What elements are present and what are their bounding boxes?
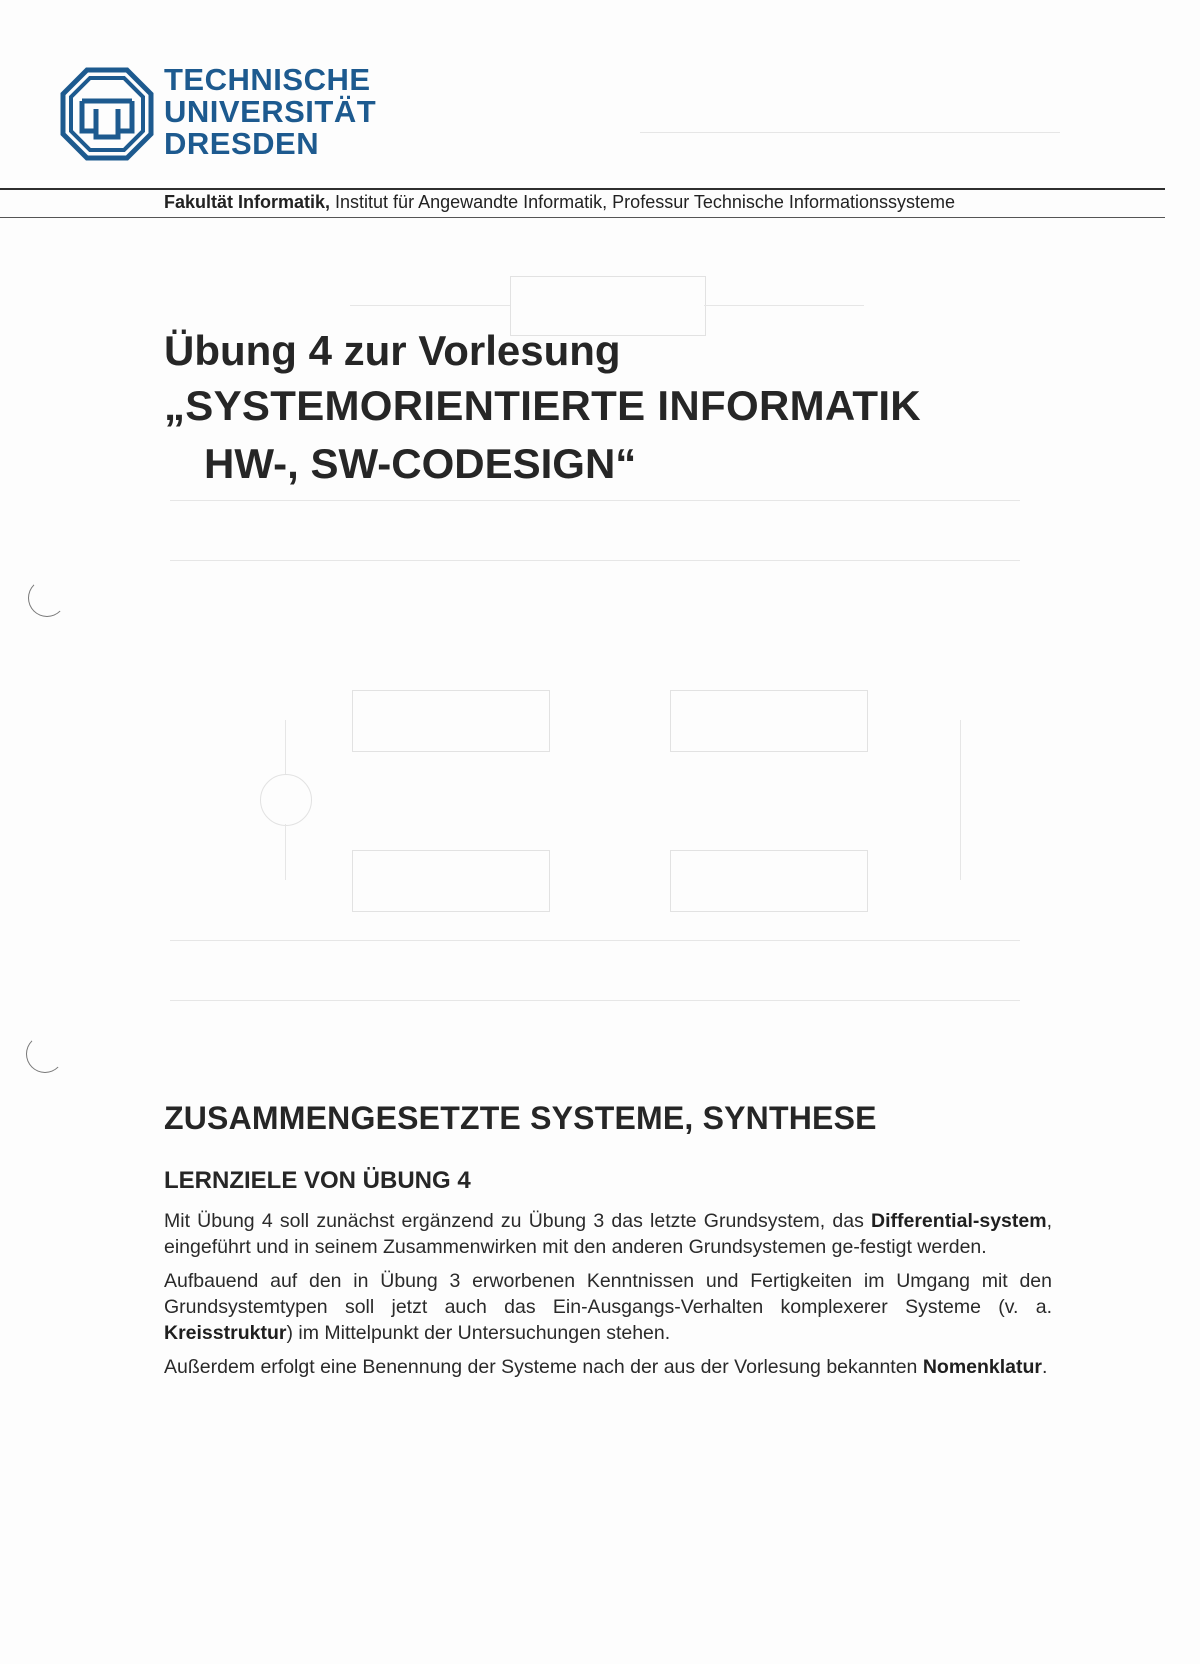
- paragraph-2-text: Aufbauend auf den in Übung 3 erworbenen Kenntnissen und Fertigkeiten im Umgang mit den Grundsystemtypen soll jetzt auch das Ein-Ausgangs-Verhalten komplexerer Systeme (v. a.: [164, 1270, 1052, 1318]
- ghost-line: [960, 720, 961, 880]
- learning-goals-text: [164, 1208, 1052, 1388]
- paragraph-1-text-end: , eingeführt und in seinem Zusammenwirken mit den anderen Grundsystemen ge-festigt werden.: [164, 1210, 1052, 1258]
- ghost-box: [670, 690, 868, 752]
- ghost-line: [170, 1000, 1020, 1001]
- term-differentialsystem: Differential-system: [871, 1210, 1047, 1232]
- header-rule-bottom: [0, 217, 1165, 218]
- ghost-line: [170, 560, 1020, 561]
- document-title: [164, 325, 921, 493]
- title-line-2: „SYSTEMORIENTIERTE INFORMATIK: [164, 382, 921, 429]
- term-kreisstruktur: Kreisstruktur: [164, 1322, 287, 1344]
- term-nomenklatur: Nomenklatur: [922, 1356, 1043, 1378]
- paragraph-3-text-end: .: [1042, 1356, 1048, 1378]
- ghost-line: [170, 500, 1020, 501]
- punch-hole: [28, 579, 66, 617]
- ghost-line: [285, 824, 286, 880]
- faculty-name: Fakultät Informatik,: [164, 192, 331, 212]
- university-name: [164, 64, 376, 160]
- header-rule-top: [0, 188, 1165, 190]
- faculty-line: [164, 192, 955, 213]
- tu-dresden-logo-icon: [60, 67, 154, 161]
- logo-line-2: UNIVERSITÄT: [164, 94, 377, 129]
- punch-hole: [26, 1035, 64, 1073]
- ghost-line: [350, 305, 510, 306]
- ghost-line: [640, 132, 1060, 133]
- logo-line-3: DRESDEN: [164, 126, 320, 161]
- section-heading: ZUSAMMENGESETZTE SYSTEME, SYNTHESE: [164, 1100, 877, 1136]
- paragraph-2: [164, 1268, 1052, 1346]
- section-subheading: LERNZIELE VON ÜBUNG 4: [164, 1167, 471, 1194]
- ghost-box: [352, 850, 550, 912]
- paragraph-3: [164, 1354, 1052, 1380]
- ghost-line: [704, 305, 864, 306]
- paragraph-2-text-end: ) im Mittelpunkt der Untersuchungen stehen.: [286, 1322, 671, 1344]
- ghost-box: [670, 850, 868, 912]
- ghost-line: [170, 940, 1020, 941]
- ghost-line: [285, 720, 286, 774]
- institute-name: Institut für Angewandte Informatik, Professur Technische Informationssysteme: [330, 192, 955, 212]
- title-line-1: Übung 4 zur Vorlesung: [164, 327, 621, 374]
- ghost-box: [352, 690, 550, 752]
- title-line-3: HW-, SW-CODESIGN“: [204, 440, 637, 487]
- paragraph-1-text: Mit Übung 4 soll zunächst ergänzend zu Übung 3 das letzte Grundsystem, das: [164, 1210, 872, 1232]
- paragraph-1: [164, 1208, 1052, 1260]
- ghost-circle: [260, 774, 312, 826]
- logo-line-1: TECHNISCHE: [164, 62, 371, 97]
- paragraph-3-text: Außerdem erfolgt eine Benennung der Systeme nach der aus der Vorlesung bekannten: [164, 1356, 923, 1378]
